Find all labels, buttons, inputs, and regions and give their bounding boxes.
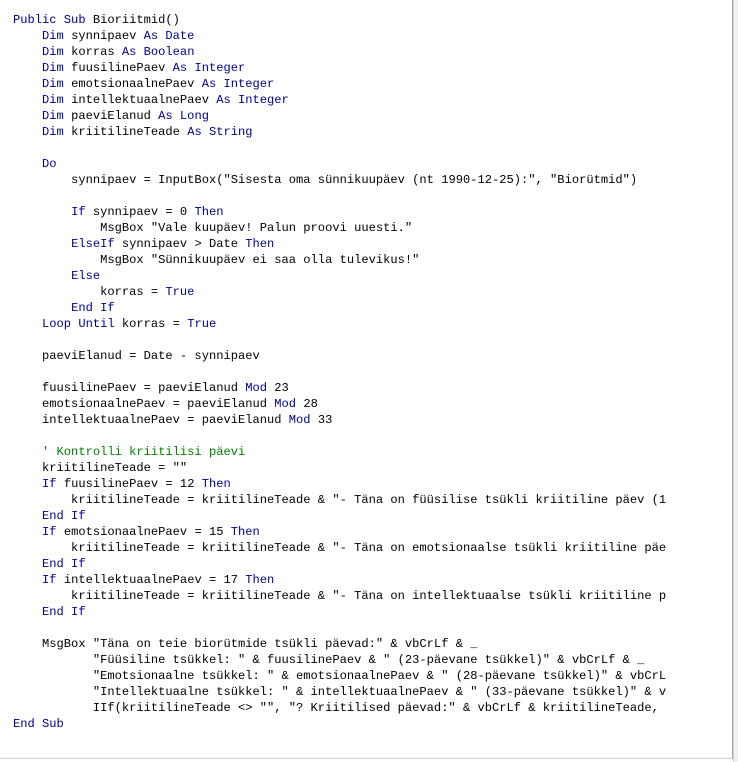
code-keyword: End If (42, 605, 86, 619)
code-line (13, 268, 666, 284)
code-text (13, 29, 42, 43)
code-line (13, 396, 666, 412)
code-line (13, 44, 666, 60)
code-text: kriitilineTeade = kriitilineTeade & "- Täna on emotsionaalse tsükli kriitiline päe (13, 541, 667, 555)
code-text: intellektuaalnePaev (71, 93, 217, 107)
code-line (13, 92, 666, 108)
code-keyword: As Boolean (121, 45, 195, 59)
code-text: intellektuaalnePaev = paeviElanud (13, 413, 289, 427)
code-text: kriitilineTeade = kriitilineTeade & "- Täna on intellektuaalse tsükli kriitiline p (13, 589, 667, 603)
code-text: synnipaev = 0 (92, 205, 195, 219)
code-text: kriitilineTeade = "" (13, 461, 188, 475)
code-keyword: If (42, 573, 64, 587)
code-text: fuusilinePaev = 12 (63, 477, 202, 491)
code-keyword: Dim (42, 93, 72, 107)
code-line (13, 460, 666, 476)
code-line (13, 588, 666, 604)
code-text (13, 317, 42, 331)
code-line (13, 124, 666, 140)
code-keyword: End If (42, 509, 86, 523)
code-text: kriitilineTeade = kriitilineTeade & "- Täna on füüsilise tsükli kriitiline päev (1 (13, 493, 667, 507)
code-line (13, 444, 666, 460)
code-keyword: Then (201, 477, 231, 491)
code-line (13, 524, 666, 540)
code-keyword: As String (187, 125, 253, 139)
code-keyword: Loop Until (42, 317, 122, 331)
code-text: MsgBox "Sünnikuupäev ei saa olla tulevikus!" (13, 253, 420, 267)
code-text: korras (71, 45, 122, 59)
code-text (13, 45, 42, 59)
code-line (13, 60, 666, 76)
code-text: synnipaev (71, 29, 144, 43)
code-line (13, 108, 666, 124)
code-text: MsgBox "Vale kuupäev! Palun proovi uuesti." (13, 221, 413, 235)
code-line (13, 684, 666, 700)
code-text (13, 477, 42, 491)
code-content[interactable] (13, 12, 666, 732)
code-text: Bioriitmid() (92, 13, 180, 27)
code-keyword: Dim (42, 29, 72, 43)
code-line (13, 652, 666, 668)
code-line (13, 172, 666, 188)
code-line (13, 332, 666, 348)
code-keyword: Public Sub (13, 13, 93, 27)
code-keyword: As Integer (172, 61, 246, 75)
code-comment: ' Kontrolli kriitilisi päevi (42, 445, 246, 459)
code-text (13, 205, 71, 219)
code-keyword: Mod (274, 397, 304, 411)
code-keyword: End If (71, 301, 115, 315)
code-text (13, 605, 42, 619)
code-line (13, 508, 666, 524)
code-text (13, 509, 42, 523)
code-line (13, 540, 666, 556)
code-text: "Intellektuaalne tsükkel: " & intellektuaalnePaev & " (33-päevane tsükkel)" & v (13, 685, 667, 699)
code-line (13, 492, 666, 508)
code-text: "Füüsiline tsükkel: " & fuusilinePaev & " (23-päevane tsükkel)" & vbCrLf & _ (13, 653, 645, 667)
code-line (13, 364, 666, 380)
code-line (13, 636, 666, 652)
code-keyword: If (71, 205, 93, 219)
code-line (13, 156, 666, 172)
code-keyword: End Sub (13, 717, 64, 731)
code-text: fuusilinePaev (71, 61, 173, 75)
code-line (13, 204, 666, 220)
code-text (13, 77, 42, 91)
vertical-scrollbar[interactable] (733, 0, 738, 762)
code-text (13, 573, 42, 587)
code-line (13, 140, 666, 156)
code-line (13, 76, 666, 92)
code-line (13, 716, 666, 732)
code-text: paeviElanud (71, 109, 159, 123)
code-text: intellektuaalnePaev = 17 (63, 573, 246, 587)
code-text: MsgBox "Täna on teie biorütmide tsükli päevad:" & vbCrLf & _ (13, 637, 478, 651)
code-keyword: Dim (42, 125, 72, 139)
code-text: paeviElanud = Date - synnipaev (13, 349, 260, 363)
code-line (13, 620, 666, 636)
code-line (13, 412, 666, 428)
code-keyword: Then (194, 205, 224, 219)
code-line (13, 348, 666, 364)
code-text (13, 557, 42, 571)
code-keyword: Then (245, 237, 275, 251)
code-text: korras = (13, 285, 166, 299)
code-keyword: As Date (143, 29, 195, 43)
code-line (13, 428, 666, 444)
code-text: emotsionaalnePaev = paeviElanud (13, 397, 275, 411)
code-keyword: True (187, 317, 217, 331)
code-text (13, 237, 71, 251)
code-line (13, 28, 666, 44)
code-keyword: True (165, 285, 195, 299)
code-line (13, 316, 666, 332)
code-text: emotsionaalnePaev = 15 (63, 525, 231, 539)
code-text: kriitilineTeade (71, 125, 188, 139)
code-keyword: As Integer (216, 93, 289, 107)
code-text: emotsionaalnePaev (71, 77, 202, 91)
code-text (13, 125, 42, 139)
code-text (13, 301, 71, 315)
code-line (13, 380, 666, 396)
code-line (13, 300, 666, 316)
code-line (13, 572, 666, 588)
code-text: IIf(kriitilineTeade <> "", "? Kriitilised päevad:" & vbCrLf & kriitilineTeade, (13, 701, 659, 715)
code-keyword: If (42, 477, 64, 491)
code-text: 23 (274, 381, 289, 395)
code-keyword: ElseIf (71, 237, 122, 251)
code-keyword: Else (71, 269, 101, 283)
code-keyword: Then (245, 573, 275, 587)
code-line (13, 252, 666, 268)
code-text: synnipaev > Date (121, 237, 246, 251)
code-line (13, 188, 666, 204)
code-text (13, 269, 71, 283)
code-text: fuusilinePaev = paeviElanud (13, 381, 246, 395)
code-keyword: Dim (42, 45, 72, 59)
code-text (13, 157, 42, 171)
code-text: 33 (317, 413, 333, 427)
code-keyword: If (42, 525, 64, 539)
code-keyword: Mod (245, 381, 275, 395)
code-keyword: As Long (158, 109, 209, 123)
code-line (13, 604, 666, 620)
code-text: synnipaev = InputBox("Sisesta oma sünnikuupäev (nt 1990-12-25):", "Biorütmid") (13, 173, 638, 187)
code-keyword: Mod (288, 413, 318, 427)
code-keyword: End If (42, 557, 86, 571)
code-line (13, 476, 666, 492)
code-text (13, 525, 42, 539)
code-line (13, 12, 666, 28)
code-line (13, 668, 666, 684)
code-line (13, 556, 666, 572)
code-text: 28 (303, 397, 318, 411)
code-text: korras = (121, 317, 188, 331)
code-text (13, 109, 42, 123)
code-keyword: Dim (42, 61, 72, 75)
code-line (13, 700, 666, 716)
code-keyword: Dim (42, 109, 72, 123)
code-text: "Emotsionaalne tsükkel: " & emotsionaalnePaev & " (28-päevane tsükkel)" & vbCrL (13, 669, 667, 683)
code-keyword: Do (42, 157, 57, 171)
code-keyword: Then (230, 525, 260, 539)
code-line (13, 284, 666, 300)
code-text (13, 445, 42, 459)
code-keyword: Dim (42, 77, 72, 91)
code-line (13, 220, 666, 236)
code-text (13, 93, 42, 107)
code-line (13, 236, 666, 252)
code-text (13, 61, 42, 75)
code-keyword: As Integer (201, 77, 275, 91)
